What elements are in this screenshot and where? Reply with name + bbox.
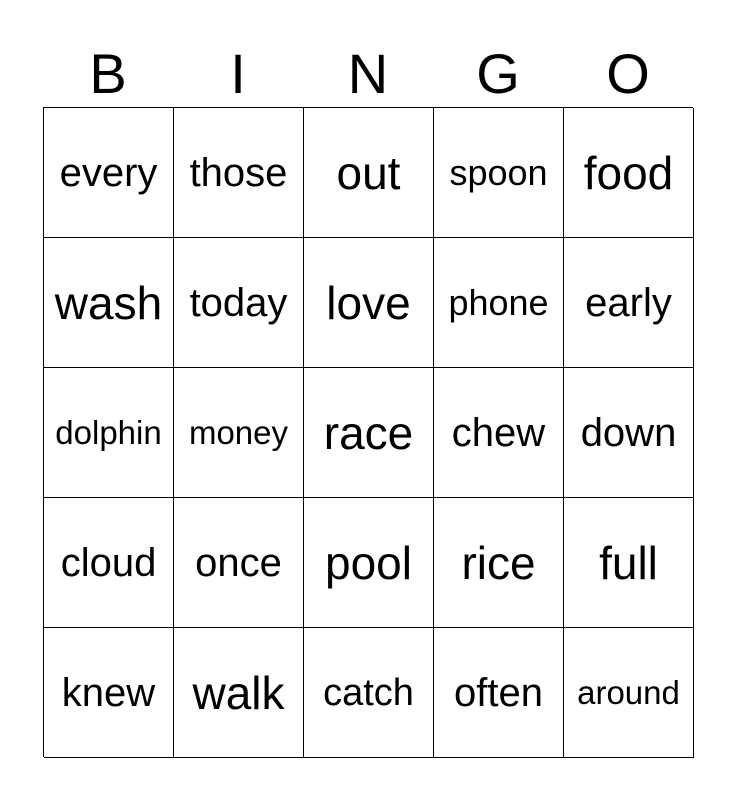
bingo-cell: those [174,108,304,238]
bingo-cell: spoon [434,108,564,238]
bingo-cell: every [44,108,174,238]
bingo-header [43,42,693,106]
bingo-cell: catch [304,628,434,758]
header-letter-n: N [347,42,389,105]
header-letter-o: O [606,42,650,105]
bingo-cell: knew [44,628,174,758]
bingo-cell: down [564,368,694,498]
bingo-cell: often [434,628,564,758]
bingo-cell: rice [434,498,564,628]
bingo-cell: money [174,368,304,498]
bingo-cell: out [304,108,434,238]
bingo-cell: walk [174,628,304,758]
bingo-cell: full [564,498,694,628]
bingo-cell: early [564,238,694,368]
bingo-cell: today [174,238,304,368]
bingo-cell: food [564,108,694,238]
bingo-cell: dolphin [44,368,174,498]
bingo-cell: chew [434,368,564,498]
bingo-board [43,107,693,757]
bingo-cell: pool [304,498,434,628]
header-letter-g: G [476,42,520,105]
bingo-cell: cloud [44,498,174,628]
bingo-cell: around [564,628,694,758]
bingo-cell: wash [44,238,174,368]
bingo-cell: once [174,498,304,628]
header-letter-i: I [230,42,246,105]
bingo-cell: race [304,368,434,498]
bingo-cell: phone [434,238,564,368]
header-letter-b: B [89,42,127,105]
bingo-cell: love [304,238,434,368]
